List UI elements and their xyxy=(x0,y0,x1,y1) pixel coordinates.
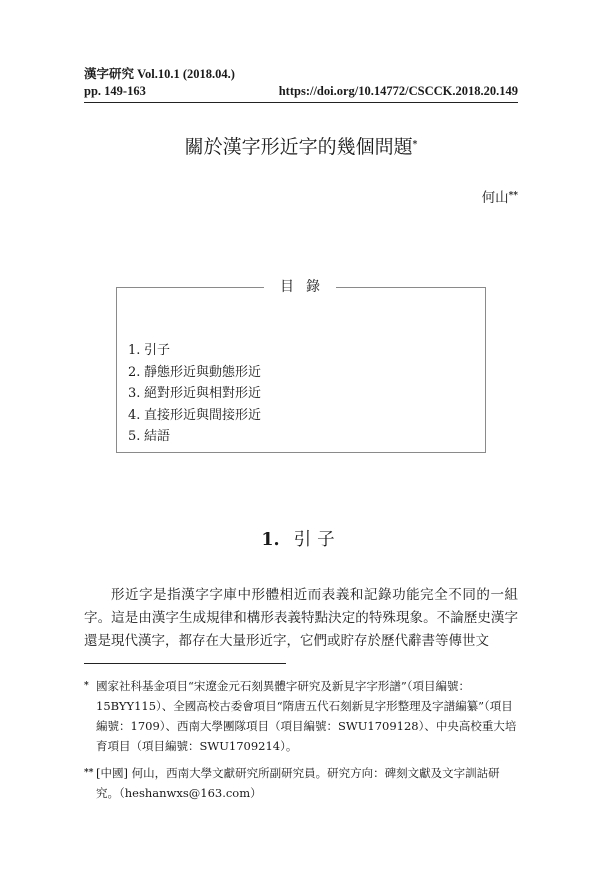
toc-item-number: 1. xyxy=(128,343,141,358)
author-footnote-mark[interactable]: ** xyxy=(508,191,518,201)
footnote-1-text: 國家社科基金項目“宋遼金元石刻異體字研究及新見字字形譜”（項目編號：15BYY115）、全國高校古委會項目“隋唐五代石刻新見字形整理及字譜編纂”（項目編號：1709）、西南大學團隊項目（項目編號：SWU1709128）、中央高校重大培育項目（項目編號：SWU1709214）。 xyxy=(96,679,517,753)
footnote-1 xyxy=(84,676,518,756)
toc-item-number: 2. xyxy=(128,364,141,380)
footnote-2 xyxy=(84,763,518,803)
toc-title: 目錄 xyxy=(264,278,336,296)
page-range: pp. 149-163 xyxy=(84,84,146,98)
section-number: 1. xyxy=(261,530,280,550)
toc-item[interactable] xyxy=(128,405,261,427)
footnote-2-text: [中國] 何山，西南大學文獻研究所副研究員。研究方向：碑刻文獻及文字訓詁研究。（heshanwxs@163.com） xyxy=(96,766,500,800)
toc-item[interactable] xyxy=(128,426,261,448)
toc-item-number: 5. xyxy=(128,429,141,444)
journal-info: 漢字研究 Vol.10.1 (2018.04.) xyxy=(84,67,235,81)
toc-item-label: 結語 xyxy=(144,429,171,444)
body-paragraph: 形近字是指漢字字庫中形體相近而表義和記錄功能完全不同的一組字。這是由漢字生成規律和構形表義特點決定的特殊現象。不論歷史漢字還是現代漢字，都存在大量形近字，它們或貯存於歷代辭書等傳世文 xyxy=(84,587,518,649)
toc-item[interactable] xyxy=(128,362,261,384)
toc-item[interactable] xyxy=(128,383,261,405)
footnote-divider xyxy=(84,663,286,664)
toc-item-number: 3. xyxy=(128,386,141,401)
section-heading xyxy=(84,528,518,552)
author xyxy=(482,188,518,208)
footnote-2-mark: ** xyxy=(84,768,94,778)
doi-link[interactable]: https://doi.org/10.14772/CSCCK.2018.20.149 xyxy=(278,84,518,98)
toc-item-label: 絕對形近與相對形近 xyxy=(144,386,262,401)
toc-item-label: 靜態形近與動態形近 xyxy=(144,364,262,380)
toc-item[interactable] xyxy=(128,340,261,362)
paper-title xyxy=(84,134,518,160)
body-text xyxy=(84,584,518,653)
toc-list xyxy=(128,340,261,448)
paper-title-text: 關於漢字形近字的幾個問題 xyxy=(184,136,413,158)
title-footnote-mark[interactable]: * xyxy=(412,140,418,150)
footnote-1-mark: * xyxy=(84,681,89,691)
toc-item-number: 4. xyxy=(128,407,141,423)
toc-item-label: 引子 xyxy=(144,343,171,358)
author-name: 何山 xyxy=(481,190,509,206)
header-divider xyxy=(84,102,518,103)
section-title: 引子 xyxy=(293,530,341,550)
toc-item-label: 直接形近與間接形近 xyxy=(144,407,262,423)
